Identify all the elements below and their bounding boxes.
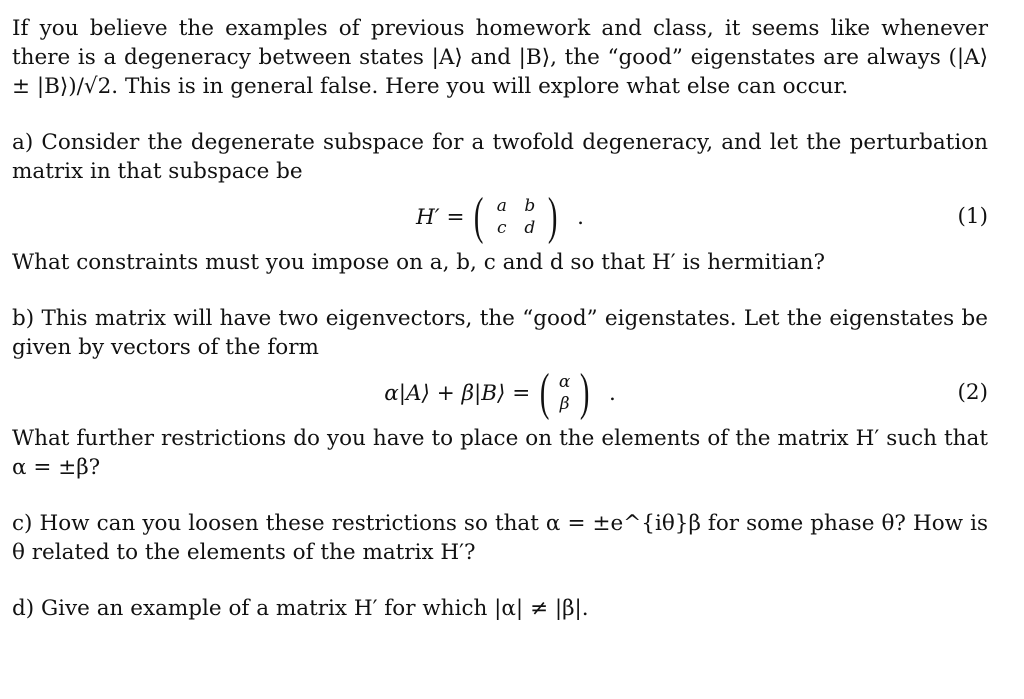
equation-number-1: (1) (957, 204, 988, 229)
equation-1-period: . (577, 204, 584, 230)
eigenvector-column (536, 364, 593, 421)
matrix-entry-b: b (524, 196, 536, 216)
part-a-text: a) Consider the degenerate subspace for a twofold degeneracy, and let the perturbation matrix in that subspace be (12, 130, 988, 184)
part-d-text: d) Give an example of a matrix H′ for which |α| ≠ |β|. (12, 596, 589, 621)
part-b-question: What further restrictions do you have to place on the elements of the matrix H′ such that α = ±β? (12, 426, 988, 480)
equation-number-2: (2) (957, 380, 988, 405)
left-paren: ( (540, 364, 550, 421)
homework-problem (12, 14, 988, 623)
equation-1-lhs: H′ = (416, 204, 465, 230)
matrix-entry-c: c (497, 218, 507, 238)
left-paren: ( (474, 188, 484, 245)
equation-1 (12, 186, 988, 248)
part-c-text: c) How can you loosen these restrictions so that α = ±e^{iθ}β for some phase θ? How is θ related to the elements of the matrix H′? (12, 511, 988, 565)
part-b-text: b) This matrix will have two eigenvectors, the “good” eigenstates. Let the eigenstates be given by vectors of the form (12, 306, 988, 360)
matrix-entry-a: a (496, 196, 507, 216)
vector-entry-alpha: α (558, 372, 571, 392)
right-paren: ) (579, 364, 590, 421)
perturbation-matrix (470, 188, 561, 245)
intro-paragraph: If you believe the examples of previous homework and class, it seems like whenever there is a degeneracy between states |A⟩ and |B⟩, the “good” eigenstates are always (|A⟩ ± |B⟩)/√2. This is in general false. Here you will explore what else can occur. (12, 16, 988, 99)
matrix-entry-d: d (524, 218, 536, 238)
equation-2 (12, 362, 988, 424)
vector-entry-beta: β (559, 394, 570, 414)
right-paren: ) (547, 188, 558, 245)
equation-2-period: . (608, 380, 616, 406)
equation-2-lhs: α|A⟩ + β|B⟩ = (384, 380, 531, 406)
part-a-question: What constraints must you impose on a, b, c and d so that H′ is hermitian? (12, 250, 826, 275)
